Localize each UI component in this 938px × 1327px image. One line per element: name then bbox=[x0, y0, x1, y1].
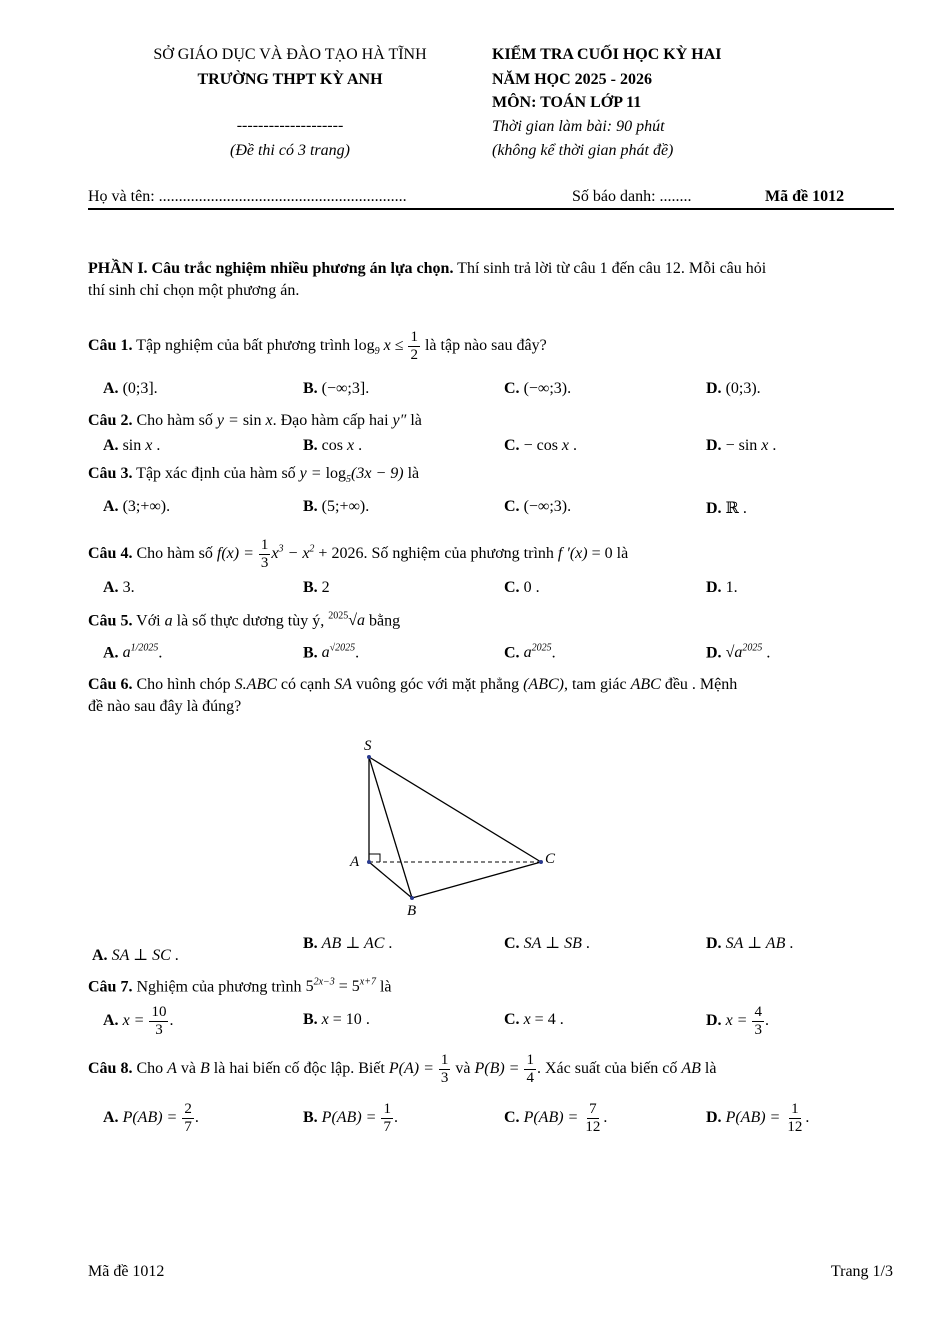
question-6: Câu 6. Cho hình chóp S.ABC có cạnh SA vuông góc với mặt phẳng (ABC), tam giác ABC đều . Mệnh đề nào sau đây là đúng? bbox=[88, 676, 738, 715]
department-name: SỞ GIÁO DỤC VÀ ĐÀO TẠO HÀ TĨNH bbox=[153, 46, 427, 63]
question-label: Câu 5. bbox=[88, 612, 133, 630]
q2-option-b[interactable]: B. cos x . bbox=[303, 437, 363, 454]
q8-option-d[interactable]: D. P(AB) = $\frac{1}{12}$ . bbox=[706, 1101, 810, 1135]
question-text: là hai biến cố độc lập. Biết bbox=[209, 1060, 389, 1078]
question-text: bằng bbox=[364, 612, 401, 630]
q6-option-c[interactable]: C. SA ⊥ SB . bbox=[504, 935, 590, 952]
q5-option-b[interactable]: B. $a^{√2025}$. bbox=[303, 643, 360, 662]
q4-option-d[interactable]: D. 1. bbox=[706, 579, 738, 596]
question-4: Câu 4. Cho hàm số f(x) = $\frac{1}{3}$ $x^3 - x^2 + 2026$. Số nghiệm của phương trình f ′(x) = 0 là bbox=[88, 537, 629, 571]
q5-option-a[interactable]: A. $a^{1/2025}$. bbox=[103, 643, 163, 662]
question-text: là bbox=[375, 978, 392, 996]
question-text: . Số nghiệm của phương trình bbox=[363, 545, 558, 563]
page-count-note: (Đề thi có 3 trang) bbox=[230, 142, 350, 159]
question-text: và bbox=[176, 1060, 201, 1078]
question-text: là bbox=[403, 465, 420, 482]
q3-option-b[interactable]: B. (5;+∞). bbox=[303, 498, 370, 515]
question-text: có cạnh bbox=[276, 676, 335, 693]
question-text: Cho hình chóp bbox=[132, 676, 235, 693]
q4-option-c[interactable]: C. 0 . bbox=[504, 579, 540, 596]
question-text: Tập xác định của hàm số bbox=[132, 465, 300, 482]
question-label: Câu 7. bbox=[88, 978, 133, 996]
q2-option-c[interactable]: C. − cos x . bbox=[504, 437, 578, 454]
q4-option-a[interactable]: A. 3. bbox=[103, 579, 135, 596]
question-text: là bbox=[406, 412, 422, 429]
q1-option-d[interactable]: D. (0;3). bbox=[706, 380, 761, 397]
question-text: , tam giác bbox=[563, 676, 631, 693]
question-text: Với bbox=[132, 612, 165, 630]
question-label: Câu 3. bbox=[88, 465, 133, 482]
header-divider bbox=[88, 208, 894, 210]
vertex-b-label: B bbox=[407, 903, 417, 919]
vertex-s-label: S bbox=[364, 738, 372, 754]
question-1 bbox=[88, 330, 898, 363]
question-text: đề nào sau đây là đúng? bbox=[88, 698, 242, 715]
question-label: Câu 8. bbox=[88, 1060, 133, 1078]
question-3: Câu 3. Tập xác định của hàm số $y = \log_5(3x - 9)$ là bbox=[88, 465, 420, 486]
question-text: là bbox=[700, 1060, 717, 1078]
question-7: Câu 7. Nghiệm của phương trình $5^{2x-3} = 5^{x+7}$ là bbox=[88, 977, 392, 996]
student-name-field: Họ và tên: .............................................................. bbox=[88, 188, 407, 205]
question-label: Câu 4. bbox=[88, 545, 133, 563]
student-id-field: Số báo danh: ........ bbox=[572, 188, 692, 205]
part1-desc2: thí sinh chỉ chọn một phương án. bbox=[88, 282, 300, 299]
q3-option-a[interactable]: A. (3;+∞). bbox=[103, 498, 171, 515]
q8-option-b[interactable]: B. P(AB) = $\frac{1}{7}$ . bbox=[303, 1101, 398, 1135]
part1-intro bbox=[88, 258, 898, 302]
question-text: và bbox=[451, 1060, 475, 1078]
question-5: Câu 5. Với a là số thực dương tùy ý, $^{2025}$√a bằng bbox=[88, 611, 401, 630]
math-expression: $\log_9 x$ ≤ $\frac{1}{2}$ bbox=[354, 329, 418, 363]
q3-option-d[interactable]: D. ℝ . bbox=[706, 500, 747, 517]
question-label: Câu 1. bbox=[88, 337, 133, 355]
q7-option-d[interactable]: D. x = $\frac{4}{3}$ . bbox=[706, 1004, 769, 1038]
exam-code: Mã đề 1012 bbox=[765, 188, 845, 205]
vertex-a-label: A bbox=[350, 854, 360, 870]
question-text: đều . Mệnh bbox=[660, 676, 738, 693]
q2-option-a[interactable]: A. sin x . bbox=[103, 437, 161, 454]
question-text: Nghiệm của phương trình bbox=[132, 978, 306, 996]
question-text: . Đạo hàm cấp hai bbox=[272, 412, 393, 429]
vertex-c-label: C bbox=[545, 851, 556, 867]
q7-option-b[interactable]: B. x = 10 . bbox=[303, 1011, 370, 1028]
part1-title: PHẦN I. Câu trắc nghiệm nhiều phương án lựa chọn. bbox=[88, 260, 454, 277]
q7-option-c[interactable]: C. x = 4 . bbox=[504, 1011, 564, 1028]
q1-option-b[interactable]: B. (−∞;3]. bbox=[303, 380, 370, 397]
q1-option-a[interactable]: A. (0;3]. bbox=[103, 380, 158, 397]
question-text: là bbox=[612, 545, 629, 563]
q5-option-d[interactable]: D. $√a^{2025}$ . bbox=[706, 643, 771, 662]
q8-option-a[interactable]: A. P(AB) = $\frac{2}{7}$ . bbox=[103, 1101, 199, 1135]
question-label: Câu 6. bbox=[88, 676, 133, 693]
q3-option-c[interactable]: C. (−∞;3). bbox=[504, 498, 572, 515]
question-text: Cho bbox=[132, 1060, 168, 1078]
question-8: Câu 8. Cho A và B là hai biến cố độc lập. Biết P(A) = $\frac{1}{3}$ và P(B) = $\frac{1}{4}$ . Xác suất của biến cố AB là bbox=[88, 1052, 717, 1086]
question-text: Cho hàm số bbox=[132, 412, 217, 429]
time-limit: Thời gian làm bài: 90 phút bbox=[492, 118, 665, 135]
footer-exam-code: Mã đề 1012 bbox=[88, 1263, 165, 1280]
question-text: là số thực dương tùy ý, bbox=[172, 612, 329, 630]
q6-option-d[interactable]: D. SA ⊥ AB . bbox=[706, 935, 794, 952]
question-2: Câu 2. Cho hàm số y = sin x. Đạo hàm cấp hai y″ là bbox=[88, 412, 422, 429]
q1-option-c[interactable]: C. (−∞;3). bbox=[504, 380, 572, 397]
question-text: Tập nghiệm của bất phương trình bbox=[132, 337, 355, 355]
header-dashes: -------------------- bbox=[236, 117, 344, 134]
question-text: Cho hàm số bbox=[132, 545, 217, 563]
page-number: Trang 1/3 bbox=[830, 1263, 893, 1280]
question-text: vuông góc với mặt phẳng bbox=[351, 676, 524, 693]
q8-option-c[interactable]: C. P(AB) = $\frac{7}{12}$ . bbox=[504, 1101, 608, 1135]
exam-title: KIỂM TRA CUỐI HỌC KỲ HAI bbox=[492, 46, 722, 63]
q6-option-b[interactable]: B. AB ⊥ AC . bbox=[303, 935, 393, 952]
school-year: NĂM HỌC 2025 - 2026 bbox=[492, 71, 652, 88]
pyramid-figure bbox=[340, 735, 580, 920]
q5-option-c[interactable]: C. $a^{2025}$. bbox=[504, 643, 556, 662]
question-text: . Xác suất của biến cố bbox=[536, 1060, 682, 1078]
part1-desc: Thí sinh trả lời từ câu 1 đến câu 12. Mỗi câu hỏi bbox=[453, 260, 767, 277]
time-note: (không kể thời gian phát đề) bbox=[492, 142, 674, 159]
q2-option-d[interactable]: D. − sin x . bbox=[706, 437, 777, 454]
q7-option-a[interactable]: A. x = $\frac{10}{3}$ . bbox=[103, 1004, 174, 1038]
question-label: Câu 2. bbox=[88, 412, 133, 429]
school-name: TRƯỜNG THPT KỲ ANH bbox=[197, 71, 383, 88]
q6-option-a[interactable]: A. SA ⊥ SC . bbox=[92, 947, 179, 964]
subject: MÔN: TOÁN LỚP 11 bbox=[492, 94, 642, 111]
question-text: là tập nào sau đây? bbox=[420, 337, 547, 355]
q4-option-b[interactable]: B. 2 bbox=[303, 579, 330, 596]
